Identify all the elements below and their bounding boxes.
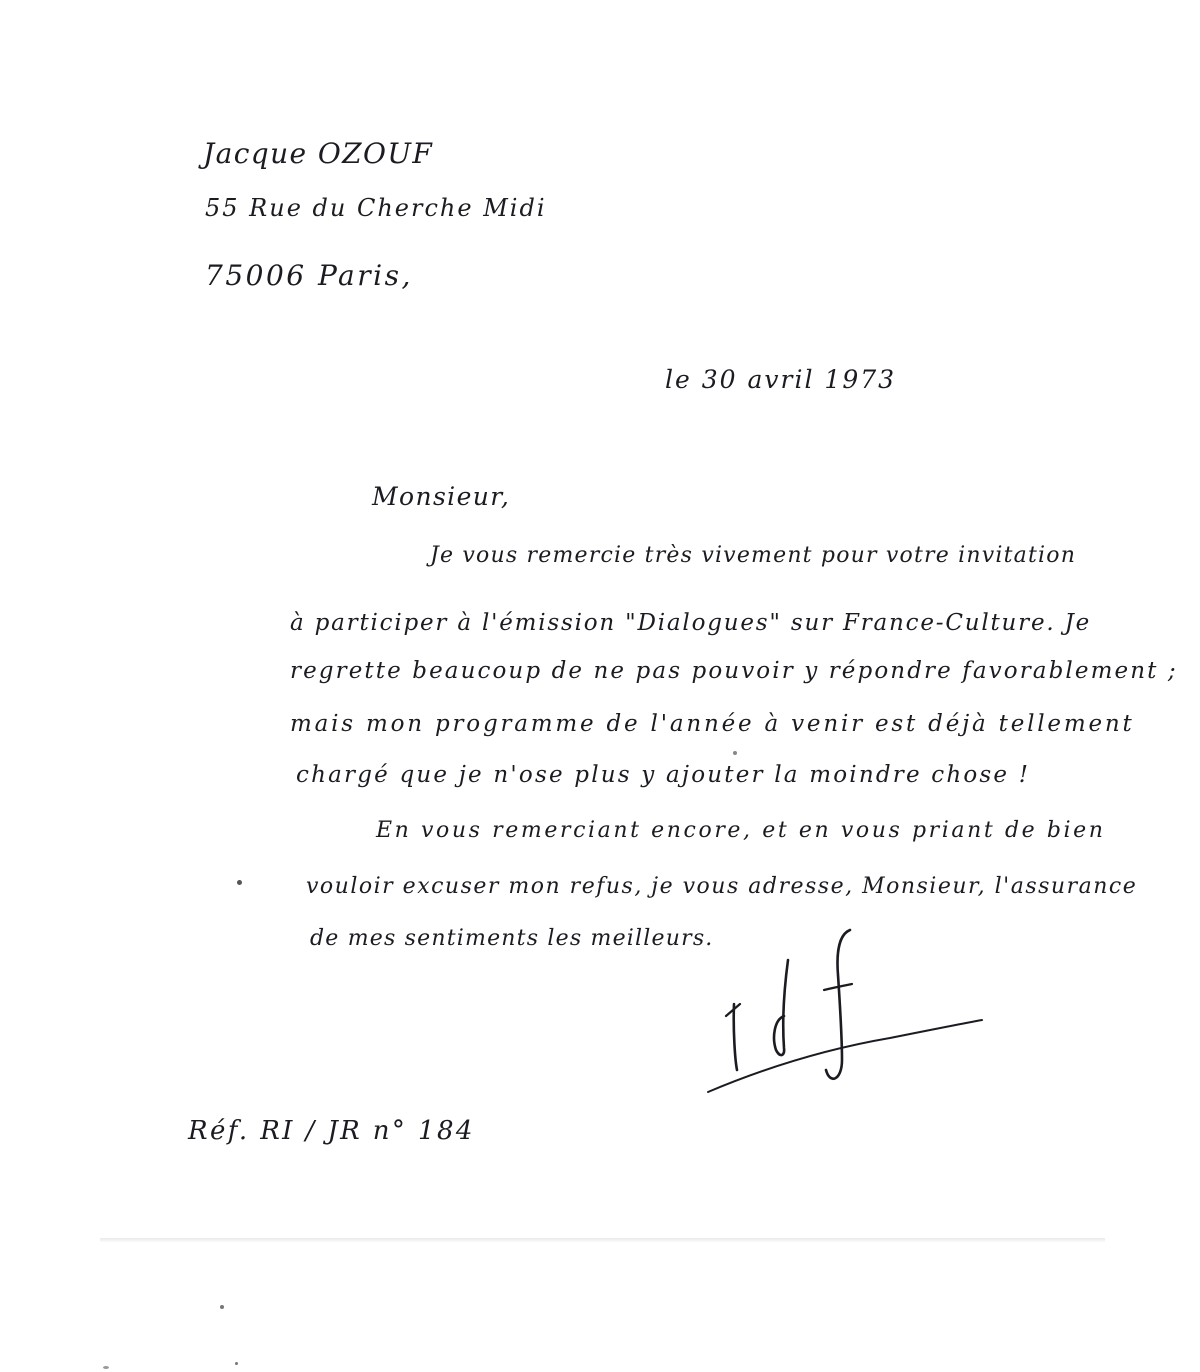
- paper-speck: [237, 880, 242, 885]
- paper-speck: [733, 751, 737, 755]
- body-line: mais mon programme de l'année à venir est déjà tellement: [290, 711, 1135, 737]
- letter-date: le 30 avril 1973: [665, 365, 897, 394]
- body-line: vouloir excuser mon refus, je vous adresse, Monsieur, l'assurance: [306, 874, 1138, 899]
- body-line: à participer à l'émission "Dialogues" sur France-Culture. Je: [290, 610, 1092, 636]
- sender-city: 75006 Paris,: [205, 259, 413, 292]
- paper-speck: [220, 1305, 224, 1309]
- body-line: chargé que je n'ose plus y ajouter la moindre chose !: [296, 762, 1031, 788]
- salutation: Monsieur,: [372, 482, 511, 511]
- sender-street: 55 Rue du Cherche Midi: [205, 194, 547, 222]
- paper-fold-edge: [100, 1238, 1105, 1242]
- paper-speck: [103, 1366, 109, 1369]
- paper-speck: [235, 1362, 238, 1365]
- reference-number: Réf. RI / JR n° 184: [188, 1116, 475, 1146]
- body-line: de mes sentiments les meilleurs.: [310, 926, 714, 951]
- body-line: regrette beaucoup de ne pas pouvoir y répondre favorablement ;: [290, 658, 1178, 684]
- sender-name: Jacque OZOUF: [203, 137, 434, 170]
- signature-image: [700, 920, 1000, 1100]
- body-line: En vous remerciant encore, et en vous priant de bien: [376, 818, 1106, 843]
- body-line: Je vous remercie très vivement pour votre invitation: [430, 543, 1077, 568]
